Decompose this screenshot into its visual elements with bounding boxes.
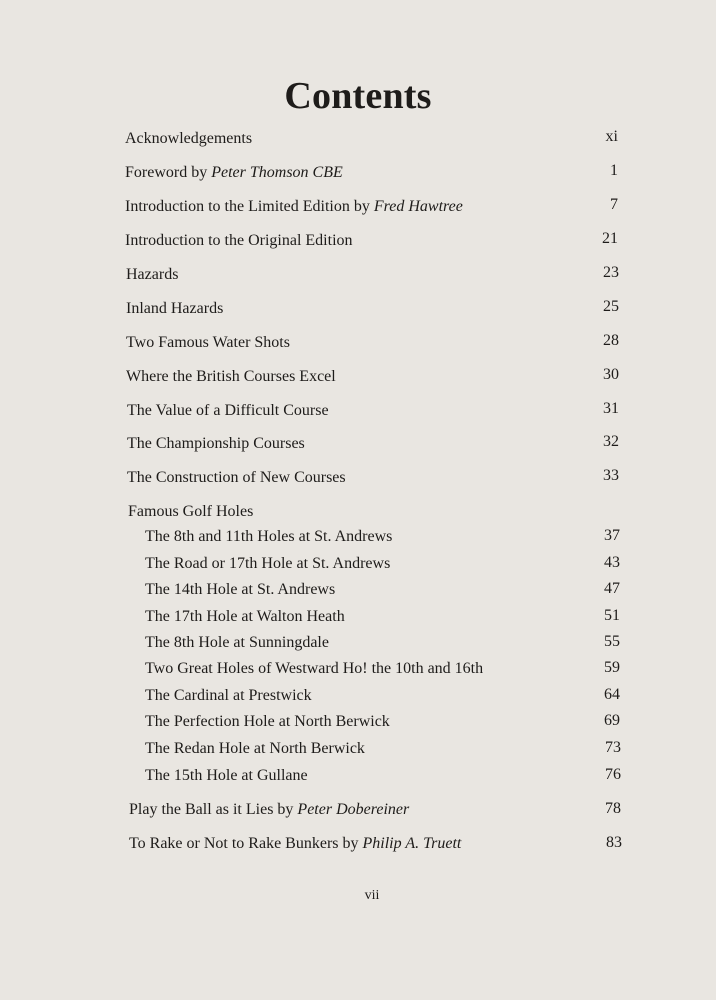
toc-page-number: 31 <box>603 400 619 417</box>
toc-subentry <box>145 607 345 627</box>
toc-page-number: 33 <box>603 467 619 484</box>
toc-entry-label: The 8th and 11th Holes at St. Andrews <box>145 528 393 545</box>
toc-subentry <box>145 766 308 786</box>
toc-entry-foreword <box>125 163 343 183</box>
toc-entry-label: The Road or 17th Hole at St. Andrews <box>145 555 391 572</box>
toc-entry-difficult-course <box>127 401 329 421</box>
toc-page-number: 25 <box>603 298 619 315</box>
toc-page-number: 43 <box>604 554 620 571</box>
toc-subentry <box>145 686 312 706</box>
toc-entry-water-shots <box>126 333 290 353</box>
toc-entry-label: The Construction of New Courses <box>127 469 346 486</box>
toc-entry-label: The Championship Courses <box>127 435 305 452</box>
toc-entry-label: Introduction to the Limited Edition by <box>125 198 374 215</box>
toc-page-number: 23 <box>603 264 619 281</box>
toc-entry-author: Peter Dobereiner <box>297 801 410 818</box>
toc-subentry <box>145 712 390 732</box>
toc-entry-championship-courses <box>127 434 305 454</box>
toc-page-number: 64 <box>604 686 620 703</box>
toc-page-number: 51 <box>604 607 620 624</box>
toc-entry-label: The 17th Hole at Walton Heath <box>145 608 345 625</box>
toc-page-number: 21 <box>602 230 618 247</box>
toc-entry-label: Two Great Holes of Westward Ho! the 10th and 16th <box>145 660 484 677</box>
toc-entry-label: The Perfection Hole at North Berwick <box>145 713 390 730</box>
toc-subentry <box>145 580 335 600</box>
toc-entry-hazards <box>126 265 178 285</box>
toc-page-number: 69 <box>604 712 620 729</box>
toc-page-number: 47 <box>604 580 620 597</box>
toc-entry-acknowledgements <box>125 129 252 149</box>
toc-page-number: 55 <box>604 633 620 650</box>
toc-subentry <box>145 633 329 653</box>
toc-entry-label: The Cardinal at Prestwick <box>145 687 312 704</box>
toc-entry-label: The 15th Hole at Gullane <box>145 767 308 784</box>
toc-entry-label: To Rake or Not to Rake Bunkers by <box>129 835 363 852</box>
toc-entry-label: Where the British Courses Excel <box>126 368 336 385</box>
toc-entry-introduction-limited <box>125 197 463 217</box>
toc-page-number: 59 <box>604 659 620 676</box>
toc-entry-new-courses <box>127 468 346 488</box>
toc-page-number: 1 <box>610 162 618 179</box>
toc-entry-author: Fred Hawtree <box>373 198 463 215</box>
toc-section-famous-golf-holes <box>128 502 253 522</box>
toc-entry-play-the-ball <box>129 800 409 820</box>
toc-entry-inland-hazards <box>126 299 223 319</box>
toc-entry-label: Famous Golf Holes <box>128 503 254 520</box>
toc-entry-author: Philip A. Truett <box>362 835 462 852</box>
toc-subentry <box>145 527 392 547</box>
toc-entry-label: The 14th Hole at St. Andrews <box>145 581 336 598</box>
toc-entry-label: Hazards <box>126 266 179 283</box>
page-folio: vii <box>364 888 380 903</box>
toc-page-number: 7 <box>610 196 618 213</box>
toc-entry-label: Foreword by <box>125 164 212 181</box>
toc-page-number: 73 <box>605 739 621 756</box>
toc-entry-label: The Value of a Difficult Course <box>127 402 329 419</box>
toc-page-number: xi <box>605 128 618 145</box>
toc-entry-label: Play the Ball as it Lies by <box>129 801 298 818</box>
toc-entry-label: The 8th Hole at Sunningdale <box>145 634 329 651</box>
toc-entry-label: The Redan Hole at North Berwick <box>145 740 365 757</box>
toc-entry-label: Two Famous Water Shots <box>126 334 290 351</box>
toc-page-number: 83 <box>606 834 622 851</box>
toc-subentry <box>145 554 390 574</box>
toc-subentry <box>145 739 365 759</box>
toc-page-number: 32 <box>603 433 619 450</box>
toc-entry-label: Acknowledgements <box>125 130 253 147</box>
toc-entry-label: Inland Hazards <box>126 300 224 317</box>
toc-entry-label: Introduction to the Original Edition <box>125 232 353 249</box>
toc-page-number: 78 <box>605 800 621 817</box>
toc-page-number: 28 <box>603 332 619 349</box>
toc-page-number: 76 <box>605 766 621 783</box>
toc-entry-rake-bunkers <box>129 834 461 854</box>
toc-page-number: 30 <box>603 366 619 383</box>
toc-entry-author: Peter Thomson CBE <box>211 164 343 181</box>
toc-entry-british-courses <box>126 367 336 387</box>
page-title: Contents <box>284 75 432 117</box>
toc-subentry <box>145 659 483 679</box>
toc-entry-introduction-original <box>125 231 353 251</box>
toc-page-number: 37 <box>604 527 620 544</box>
